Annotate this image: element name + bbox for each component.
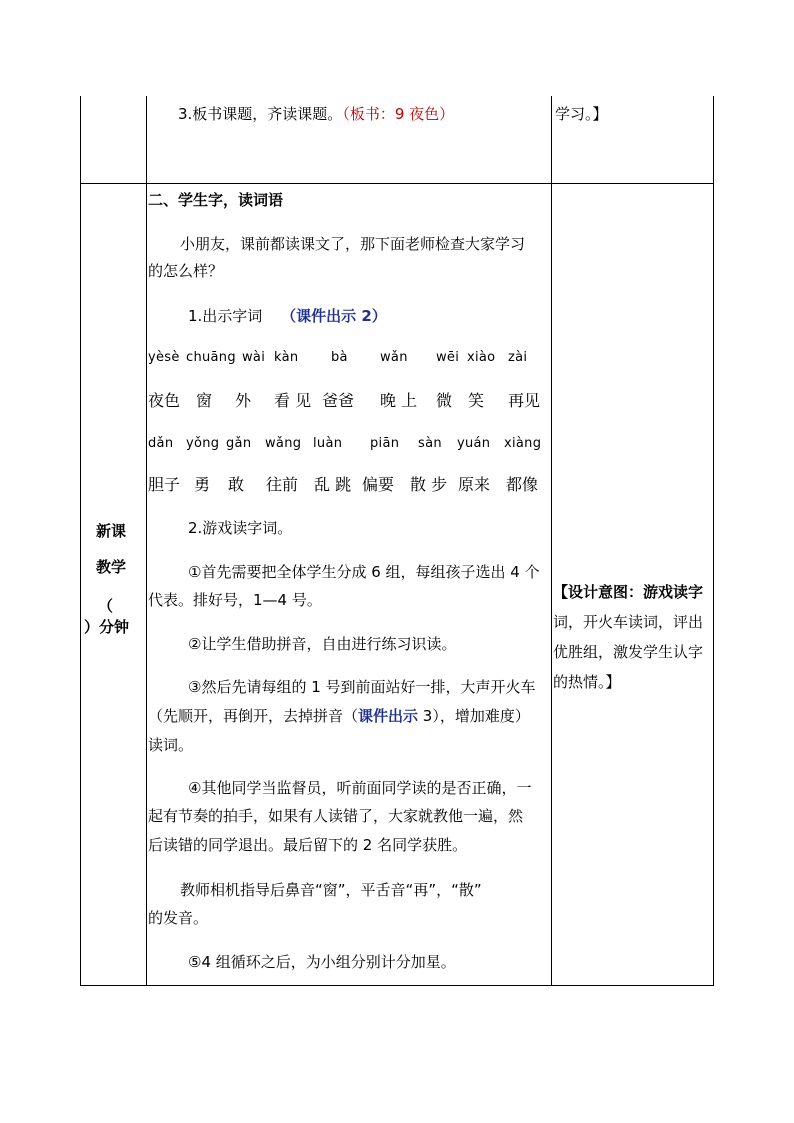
word-7: 微 (436, 391, 453, 410)
section-label-line2: 教学 (96, 558, 127, 576)
word-5: 爸爸 (322, 391, 355, 410)
p4-line3: 后读错的同学退出。最后留下的 2 名同学获胜。 (148, 836, 468, 854)
word-6: 晚 上 (380, 391, 418, 410)
pinyin-15: piān (370, 436, 400, 451)
p3-line3: 读词。 (148, 736, 194, 754)
pinyin-11: yǒng (186, 436, 220, 451)
word-11: 勇 (194, 475, 211, 494)
word-2: 窗 (196, 391, 213, 410)
design-note-continued: 学习。】 (555, 105, 608, 123)
table-border-right (713, 96, 714, 986)
p1-line1: ①首先需要把全体学生分成 6 组，每组孩子选出 4 个 (188, 563, 540, 581)
table-row-divider (80, 183, 714, 184)
board-note: （板书：9 夜色） (342, 105, 455, 123)
step1-label: 1.出示字词 (188, 307, 263, 325)
pinyin-5: bà (331, 350, 348, 365)
p4-line1: ④其他同学当监督员，听前面同学读的是否正确，一 (188, 779, 532, 797)
word-1: 夜色 (148, 391, 181, 410)
word-14: 乱 跳 (314, 475, 352, 494)
p3-line1: ③然后先请每组的 1 号到前面站好一排，大声开火车 (188, 678, 536, 696)
pinyin-9: zài (508, 350, 528, 365)
word-17: 原来 (458, 475, 491, 494)
table-border-col2 (551, 96, 552, 986)
step1-ppt: （课件出示 2） (281, 307, 387, 325)
p2: ②让学生借助拼音，自由进行练习识读。 (188, 635, 457, 653)
table-border-col1 (146, 96, 147, 986)
table-border-bottom (80, 985, 714, 986)
design-intent-line3: 优胜组，激发学生认字 (553, 643, 704, 661)
pinyin-12: gǎn (226, 436, 252, 451)
pinyin-10: dǎn (148, 436, 174, 451)
pinyin-2: chuāng (186, 350, 236, 365)
pinyin-16: sàn (418, 436, 442, 451)
design-intent-line1: 【设计意图：游戏读字 (553, 583, 704, 601)
section-title: 二、学生字，读词语 (148, 191, 284, 209)
pinyin-7: wēi (436, 350, 460, 365)
word-15: 偏要 (362, 475, 395, 494)
pinyin-13: wǎng (265, 436, 302, 451)
intro-line2: 的怎么样？ (148, 262, 224, 280)
design-intent-line4: 的热情。】 (553, 673, 621, 691)
section-label-line4: ）分钟 (84, 618, 130, 636)
step1-line (188, 306, 387, 326)
word-4: 看 见 (274, 391, 312, 410)
step2-label: 2.游戏读字词。 (188, 519, 293, 537)
p3-ppt: 课件出示 (358, 707, 419, 725)
p4-line2: 起有节奏的拍手，如果有人读错了，大家就教他一遍，然 (148, 807, 524, 825)
pinyin-18: xiàng (504, 436, 542, 451)
section-label-line3: （ (98, 597, 114, 615)
section-label-line1: 新课 (96, 522, 127, 540)
word-18: 都像 (506, 475, 539, 494)
p5-line1: 教师相机指导后鼻音“窗”，平舌音“再”，“散” (180, 881, 482, 899)
word-9: 再见 (508, 391, 541, 410)
pinyin-14: luàn (313, 436, 343, 451)
design-intent-line2: 词，开火车读词，评出 (553, 613, 704, 631)
word-8: 笑 (468, 391, 485, 410)
p6: ⑤4 组循环之后，为小组分别计分加星。 (188, 953, 456, 971)
p3-line2c: 3），增加难度） (418, 707, 530, 725)
word-10: 胆子 (148, 475, 181, 494)
p5-line2: 的发音。 (148, 909, 209, 927)
pinyin-3: wài (242, 350, 266, 365)
p3-line2a: （先顺开，再倒开，去掉拼音（ (148, 707, 359, 725)
pinyin-8: xiào (467, 350, 496, 365)
intro-line1: 小朋友，课前都读课文了，那下面老师检查大家学习 (180, 235, 526, 253)
pinyin-6: wǎn (380, 350, 408, 365)
p3-line2 (148, 706, 530, 726)
word-3: 外 (235, 391, 252, 410)
table-border-left (80, 96, 81, 986)
pinyin-17: yuán (457, 436, 491, 451)
pinyin-4: kàn (274, 350, 299, 365)
board-title-step (178, 104, 454, 124)
step3-text: 3.板书课题，齐读课题。 (178, 105, 343, 123)
pinyin-1: yèsè (148, 350, 180, 365)
word-12: 敢 (228, 475, 245, 494)
word-16: 散 步 (410, 475, 448, 494)
p1-line2: 代表。排好号，1—4 号。 (148, 591, 322, 609)
word-13: 往前 (266, 475, 299, 494)
